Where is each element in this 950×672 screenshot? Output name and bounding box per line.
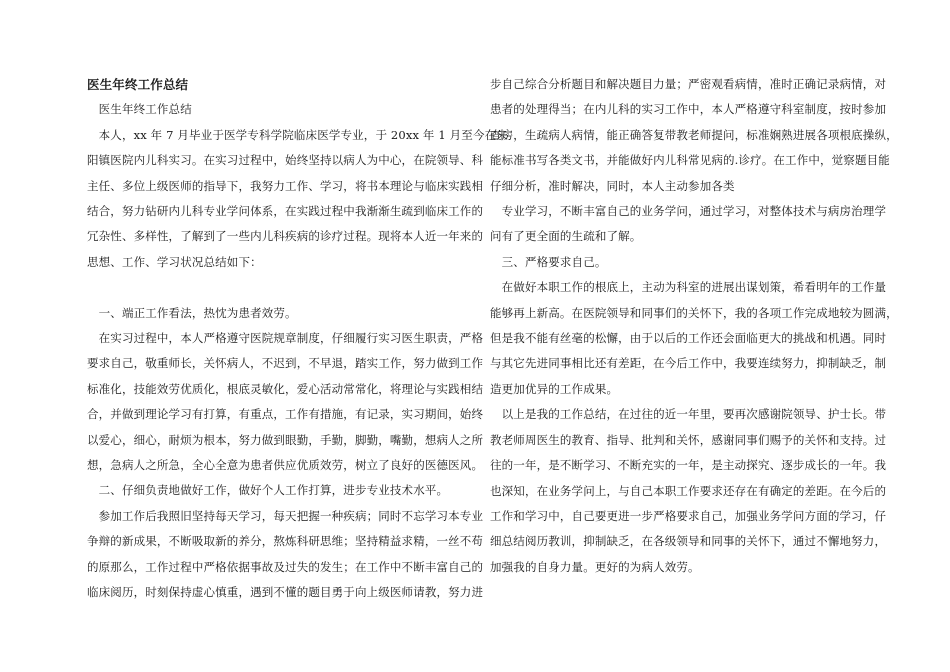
text-line: 问有了更全面的生疏和了解。: [490, 229, 642, 244]
text-line: 专业学习，不断丰富自己的业务学问，通过学习，对整体技术与病房治理学: [490, 204, 887, 219]
text-line: 阳镇医院内儿科实习。在实习过程中，始终坚持以病人为中心，在院领导、科: [87, 153, 484, 168]
text-line: 能标准书写各类文书，并能做好内儿科常见病的.诊疗。在工作中，觉察题目能: [490, 153, 890, 168]
text-line: 以爱心，细心，耐烦为根本，努力做到眼勤，手勤，脚勤，嘴勤，想病人之所: [87, 432, 484, 447]
text-line: 结合，努力钻研内儿科专业学问体系，在实践过程中我渐渐生疏到临床工作的: [87, 204, 484, 219]
text-line: 查房，生疏病人病情，能正确答复带教老师提问，标准娴熟进展各项根底操纵，: [490, 127, 898, 142]
text-line: 主任、多位上级医师的指导下，我努力工作、学习，将书本理论与临床实践相: [87, 178, 484, 193]
text-line: 本人，xx 年 7 月毕业于医学专科学院临床医学专业，于 20xx 年 1 月至今在朱: [87, 127, 508, 142]
text-line: 二、仔细负责地做好工作，做好个人工作打算，进步专业技术水平。: [87, 483, 449, 498]
text-line: 一、端正工作看法，热忱为患者效劳。: [87, 305, 297, 320]
left-column: [87, 72, 508, 606]
text-line: 想，急病人之所急，全心全意为患者供应优质效劳，树立了良好的医德医风。: [87, 458, 484, 473]
left-body-text: [87, 97, 508, 605]
text-line: 工作和学习中，自己要更进一步严格要求自己，加强业务学问方面的学习，仔: [490, 508, 887, 523]
text-line: 参加工作后我照旧坚持每天学习，每天把握一种疾病；同时不忘学习本专业: [87, 508, 484, 523]
text-line: 造更加优异的工作成果。: [490, 381, 619, 396]
text-line: 也深知，在业务学问上，与自己本职工作要求还存在有确定的差距。在今后的: [490, 483, 887, 498]
text-line: 教老师周医生的教育、指导、批判和关怀，感谢同事们赐予的关怀和支持。过: [490, 432, 887, 447]
text-line: 能够再上新高。在医院领导和同事们的关怀下，我的各项工作完成地较为圆满，: [490, 305, 898, 320]
text-line: 仔细分析，准时解决，同时，本人主动参加各类: [490, 178, 735, 193]
text-line: 三、严格要求自己。: [490, 254, 607, 269]
text-line: 细总结阅历教训，抑制缺乏，在各级领导和同事的关怀下，通过不懈地努力，: [490, 534, 887, 549]
text-line: 步自己综合分析题目和解决题目力量；严密观看病情，准时正确记录病情，对: [490, 77, 887, 91]
text-line: 往的一年，是不断学习、不断充实的一年，是主动探究、逐步成长的一年。我: [490, 458, 887, 473]
text-line: 医生年终工作总结: [87, 102, 192, 117]
text-line: 要求自己，敬重师长，关怀病人，不迟到，不早退，踏实工作，努力做到工作: [87, 356, 484, 371]
text-line: 与其它先进同事相比还有差距，在今后工作中，我要连续努力，抑制缺乏，制: [490, 356, 887, 371]
text-line: 争辩的新成果，不断吸取新的养分，熬炼科研思维；坚持精益求精，一丝不苟: [87, 534, 484, 549]
text-line: 标准化，技能效劳优质化，根底灵敏化，爱心活动常常化，将理论与实践相结: [87, 381, 484, 396]
document-title: 医生年终工作总结: [87, 77, 189, 92]
text-line: 在做好本职工作的根底上，主动为科室的进展出谋划策，希看明年的工作量: [490, 280, 887, 295]
right-column: [490, 72, 898, 580]
text-line: 以上是我的工作总结，在过往的近一年里，要再次感谢院领导、护士长。带: [490, 407, 887, 422]
blank-line: [87, 275, 463, 300]
text-line: 思想、工作、学习状况总结如下：: [87, 254, 262, 269]
text-line: 患者的处理得当；在内儿科的实习工作中，本人严格遵守科室制度，按时参加: [490, 102, 887, 117]
text-line: 的原那么，工作过程中严格依据事故及过失的发生；在工作中不断丰富自己的: [87, 559, 484, 574]
text-line: 加强我的自身力量。更好的为病人效劳。: [490, 559, 700, 574]
text-line: 在实习过程中，本人严格遵守医院规章制度，仔细履行实习医生职责，严格: [87, 331, 484, 346]
text-line: 冗杂性、多样性，了解到了一些内儿科疾病的诊疗过程。现将本人近一年来的: [87, 229, 484, 244]
text-line: 合，并做到理论学习有打算，有重点，工作有措施，有记录，实习期间，始终: [87, 407, 484, 422]
text-line: 临床阅历，时刻保持虚心慎重，遇到不懂的题目勇于向上级医师请教，努力进: [87, 585, 484, 600]
text-line: 但是我不能有丝毫的松懈，由于以后的工作还会面临更大的挑战和机遇。同时: [490, 331, 887, 346]
right-body-text: [490, 72, 898, 580]
